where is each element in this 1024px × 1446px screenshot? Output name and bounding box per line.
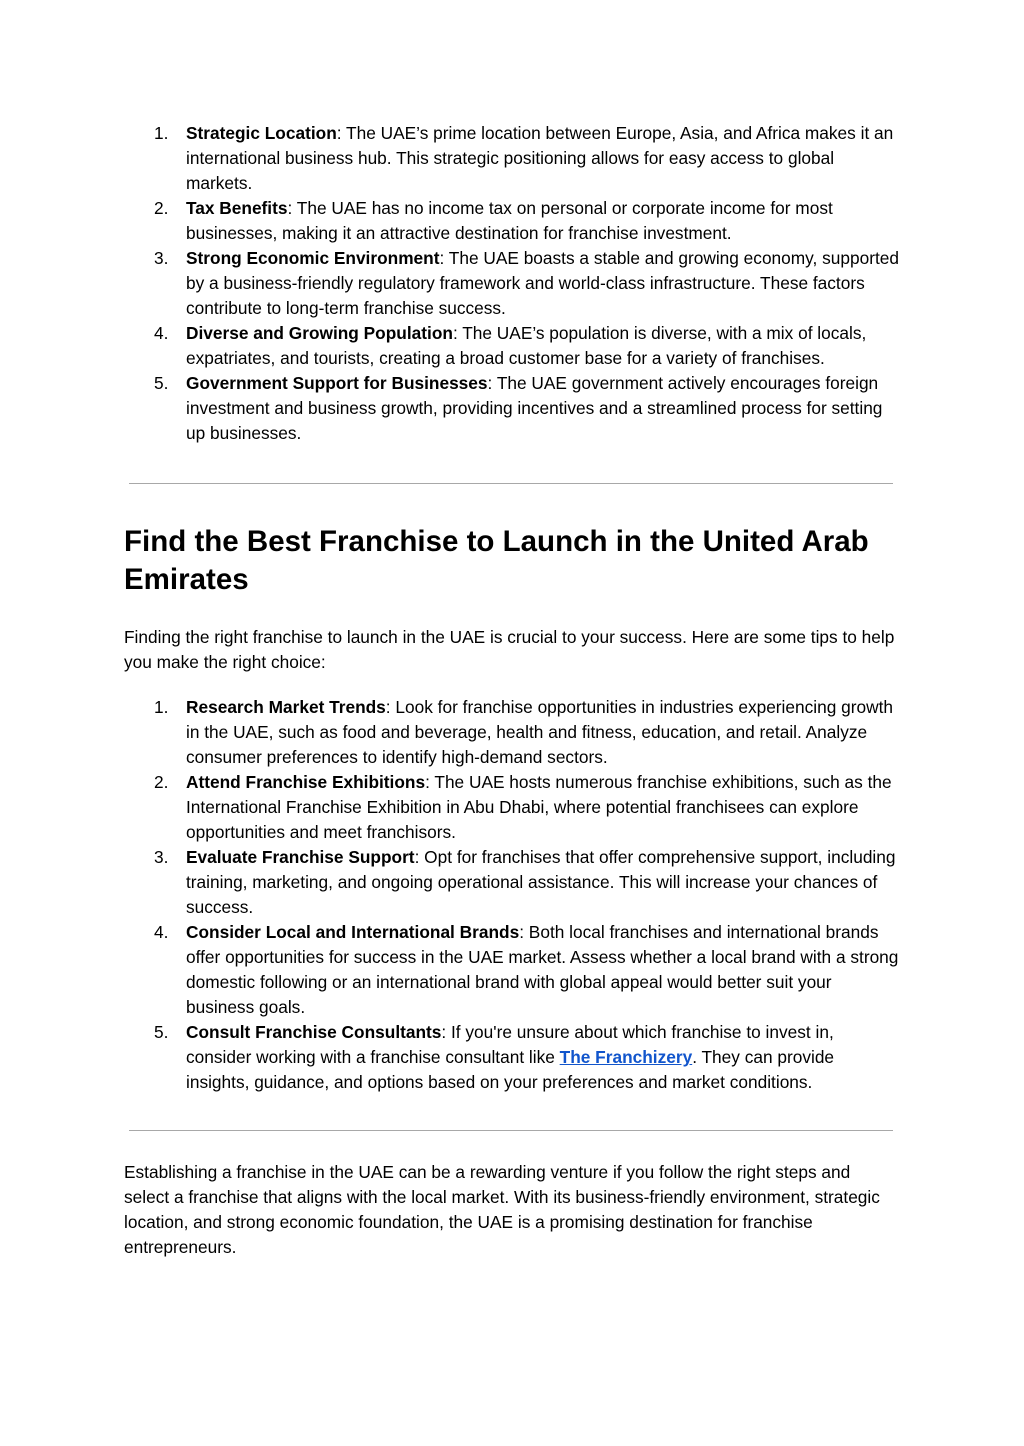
list-item-term: Research Market Trends: [186, 697, 386, 717]
list-item-text: : Look for franchise opportunities in industries experiencing growth in the UAE, such as food and beverage, health and fitness, education, and retail. Analyze consumer preferences to identify high-demand sectors.: [186, 697, 893, 767]
list-item-term: Consider Local and International Brands: [186, 922, 520, 942]
list-item-text: : If you're unsure about which franchise to invest in, consider working with a franchise consultant like: [186, 1022, 834, 1067]
list-number: 5.: [154, 1022, 169, 1042]
list-item-text-after: . They can provide insights, guidance, and options based on your preferences and market conditions.: [186, 1047, 835, 1092]
franchise-tips-list: [124, 695, 900, 1095]
list-number: 1.: [154, 697, 169, 717]
list-number: 4.: [154, 323, 169, 343]
list-item-term: Evaluate Franchise Support: [186, 847, 415, 867]
list-number: 4.: [154, 922, 169, 942]
horizontal-rule: [129, 483, 893, 484]
list-item: [124, 371, 900, 446]
document-page: [124, 121, 900, 1260]
list-item-text: : Opt for franchises that offer comprehensive support, including training, marketing, and ongoing operational assistance. This will increase your chances of success.: [186, 847, 896, 917]
list-item-term: Strong Economic Environment: [186, 248, 440, 268]
franchizery-link[interactable]: The Franchizery: [559, 1047, 693, 1067]
list-item: [124, 121, 900, 196]
list-number: 2.: [154, 772, 169, 792]
list-item-term: Government Support for Businesses: [186, 373, 488, 393]
uae-advantages-list: [124, 121, 900, 446]
list-number: 2.: [154, 198, 169, 218]
section-intro: Finding the right franchise to launch in the UAE is crucial to your success. Here are some tips to help you make the right choice:: [124, 627, 895, 672]
list-number: 3.: [154, 847, 169, 867]
list-item: [124, 770, 900, 845]
list-item: [124, 246, 900, 321]
list-item-text: : The UAE government actively encourages foreign investment and business growth, providing incentives and a streamlined process for setting up businesses.: [186, 373, 883, 443]
conclusion-paragraph: Establishing a franchise in the UAE can be a rewarding venture if you follow the right steps and select a franchise that aligns with the local market. With its business-friendly environment, strategic location, and strong economic foundation, the UAE is a promising destination for franchise entrepreneurs.: [124, 1162, 880, 1257]
section-heading: Find the Best Franchise to Launch in the United Arab Emirates: [124, 525, 869, 596]
list-item-text: : The UAE hosts numerous franchise exhibitions, such as the International Franchise Exhibition in Abu Dhabi, where potential franchisees can explore opportunities and meet franchisors.: [186, 772, 892, 842]
list-item: [124, 845, 900, 920]
list-item: [124, 1020, 900, 1095]
list-item: [124, 920, 900, 1020]
list-item-term: Diverse and Growing Population: [186, 323, 453, 343]
list-item-text: : The UAE’s prime location between Europe, Asia, and Africa makes it an international business hub. This strategic positioning allows for easy access to global markets.: [186, 123, 894, 193]
list-item: [124, 196, 900, 246]
list-item-text: : Both local franchises and international brands offer opportunities for success in the UAE market. Assess whether a local brand with a strong domestic following or an international brand with global appeal would better suit your business goals.: [186, 922, 899, 1017]
list-item-text: : The UAE has no income tax on personal or corporate income for most businesses, making it an attractive destination for franchise investment.: [186, 198, 833, 243]
list-number: 5.: [154, 373, 169, 393]
list-item-term: Attend Franchise Exhibitions: [186, 772, 426, 792]
horizontal-rule: [129, 1130, 893, 1131]
list-item-term: Tax Benefits: [186, 198, 288, 218]
list-item: [124, 321, 900, 371]
list-number: 1.: [154, 123, 169, 143]
list-item-term: Strategic Location: [186, 123, 337, 143]
list-number: 3.: [154, 248, 169, 268]
list-item: [124, 695, 900, 770]
list-item-term: Consult Franchise Consultants: [186, 1022, 442, 1042]
list-item-text: : The UAE boasts a stable and growing economy, supported by a business-friendly regulatory framework and world-class infrastructure. These factors contribute to long-term franchise success.: [186, 248, 899, 318]
list-item-text: : The UAE’s population is diverse, with a mix of locals, expatriates, and tourists, creating a broad customer base for a variety of franchises.: [186, 323, 867, 368]
